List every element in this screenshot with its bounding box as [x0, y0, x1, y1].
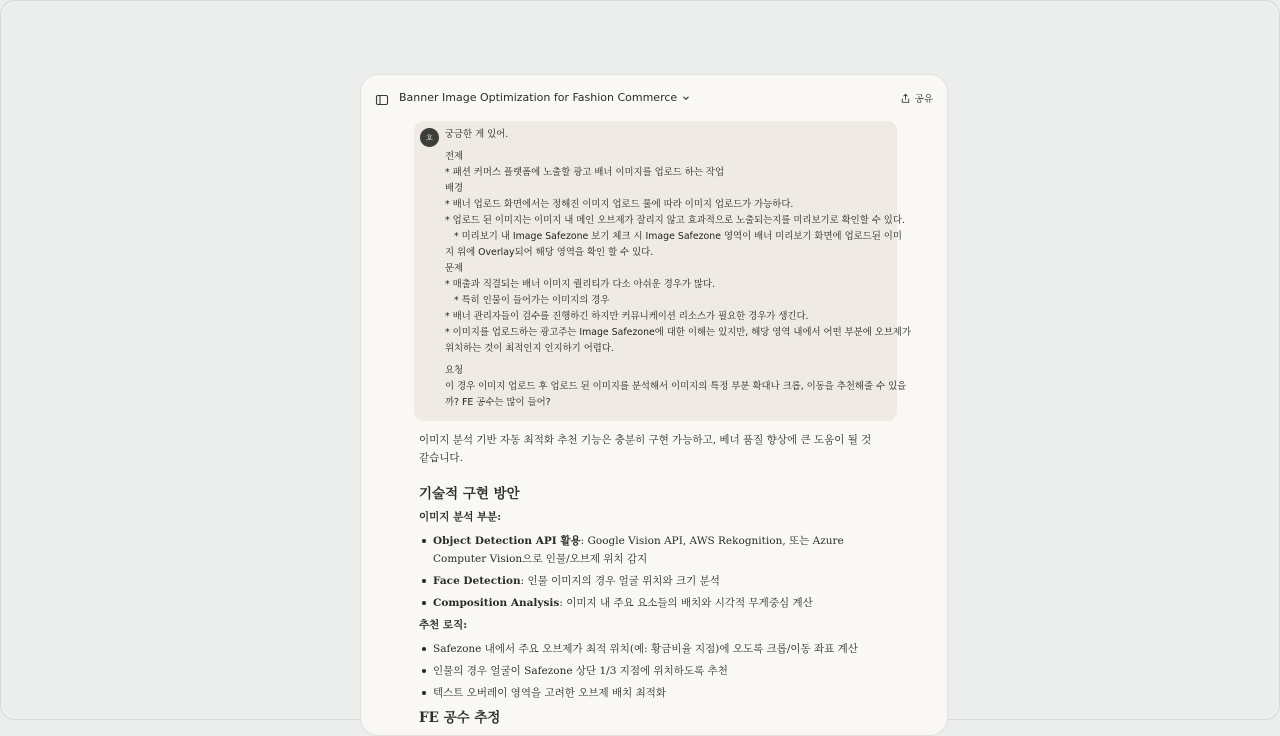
user-line: 배경	[445, 183, 464, 194]
list-item: 텍스트 오버레이 영역을 고려한 오브제 배치 최적화	[419, 684, 879, 702]
user-line: 전제	[445, 151, 464, 162]
bullet-list	[419, 532, 879, 612]
user-message	[414, 121, 912, 421]
user-line: * 패션 커머스 플랫폼에 노출할 광고 배너 이미지를 업로드 하는 작업	[445, 167, 725, 178]
bullet-list	[419, 640, 879, 702]
share-button[interactable]	[900, 91, 933, 105]
assistant-message	[419, 431, 879, 728]
sidebar-toggle-icon[interactable]	[375, 92, 389, 106]
user-line: 이 경우 이미지 업로드 후 업로드 된 이미지를 분석해서 이미지의 특정 부분 확대나 크롭, 이동을 추천해줄 수 있을	[445, 381, 907, 392]
chevron-down-icon	[681, 93, 691, 103]
subsection-title: 이미지 분석 부분:	[419, 511, 502, 523]
user-line: * 업로드 된 이미지는 이미지 내 메인 오브제가 잘리지 않고 효과적으로 노출되는지를 미리보기로 확인할 수 있다.	[445, 215, 905, 226]
user-line: * 이미지를 업로드하는 광고주는 Image Safezone에 대한 이해는 있지만, 해당 영역 내에서 어떤 부분에 오브제가	[445, 327, 912, 338]
list-item: Object Detection API 활용: Google Vision API, AWS Rekognition, 또는 Azure Computer Vision으로 인물/오브제 위치 감지	[419, 532, 879, 568]
share-label: 공유	[914, 94, 933, 105]
list-item: Face Detection: 인물 이미지의 경우 얼굴 위치와 크기 분석	[419, 572, 879, 590]
user-line: * 미리보기 내 Image Safezone 보기 체크 시 Image Safezone 영역이 배너 미리보기 화면에 업로드된 이미	[445, 231, 902, 242]
subsection-title: 추천 로직:	[419, 619, 468, 631]
chat-panel	[360, 74, 948, 736]
conversation-title: Banner Image Optimization for Fashion Commerce	[399, 91, 678, 104]
list-item: Composition Analysis: 이미지 내 주요 요소들의 배치와 시각적 무게중심 계산	[419, 594, 879, 612]
intro-line: 이미지 분석 기반 자동 최적화 추천 기능은 충분히 구현 가능하고, 베너 품질 향상에 큰 도움이 될 것	[419, 434, 872, 446]
user-line: 문제	[445, 263, 464, 274]
user-line: * 배너 업로드 화면에서는 정해진 이미지 업로드 룰에 따라 이미지 업로드가 가능하다.	[445, 199, 794, 210]
user-line: * 배너 관리자들이 검수를 진행하긴 하지만 커뮤니케이션 리소스가 필요한 경우가 생긴다.	[445, 311, 809, 322]
user-avatar: 호	[420, 128, 439, 147]
chat-header	[361, 75, 947, 123]
user-line: * 특히 인물이 들어가는 이미지의 경우	[445, 295, 610, 306]
user-line: * 매출과 직결되는 배너 이미지 퀄리티가 다소 아쉬운 경우가 많다.	[445, 279, 715, 290]
conversation-title-button[interactable]	[399, 91, 691, 104]
section-heading: FE 공수 추정	[419, 710, 501, 726]
list-item: Safezone 내에서 주요 오브제가 최적 위치(예: 황금비율 지점)에 오도록 크롭/이동 좌표 계산	[419, 640, 879, 658]
intro-line: 같습니다.	[419, 452, 463, 464]
user-line: 요청	[445, 365, 464, 376]
user-line: 위치하는 것이 최적인지 인지하기 어렵다.	[445, 343, 614, 354]
assistant-intro	[419, 431, 879, 467]
list-item: 인물의 경우 얼굴이 Safezone 상단 1/3 지점에 위치하도록 추천	[419, 662, 879, 680]
user-line: 궁금한 게 있어.	[445, 129, 509, 140]
user-line: 지 위에 Overlay되어 해당 영역을 확인 할 수 있다.	[445, 247, 654, 258]
section-heading: 기술적 구현 방안	[419, 486, 520, 502]
user-line: 까? FE 공수는 많이 들어?	[445, 397, 551, 408]
share-icon	[900, 93, 911, 104]
